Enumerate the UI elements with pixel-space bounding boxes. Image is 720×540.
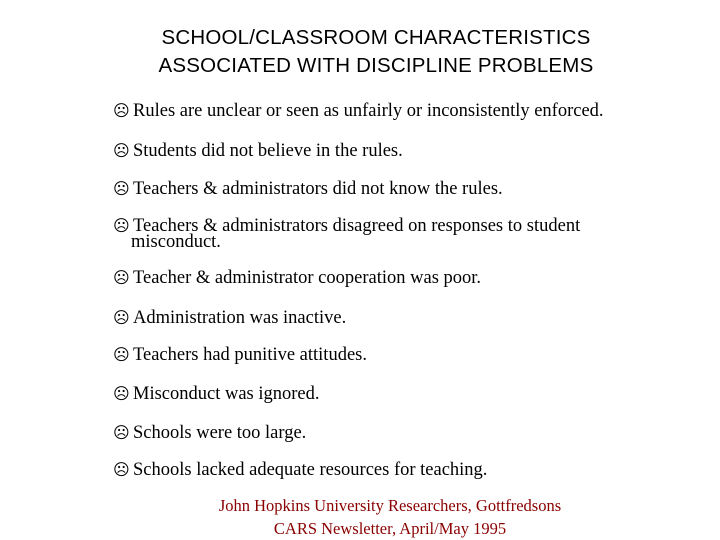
- frowning-face-icon: ☹: [113, 141, 130, 160]
- list-item-text: Misconduct was ignored.: [133, 384, 320, 404]
- frowning-face-icon: ☹: [113, 179, 130, 198]
- frowning-face-icon: ☹: [113, 460, 130, 479]
- credit-line-2: CARS Newsletter, April/May 1995: [273, 519, 507, 538]
- list-item-continuation: misconduct.: [131, 232, 221, 252]
- list-item: [113, 181, 713, 197]
- title-line-1: SCHOOL/CLASSROOM CHARACTERISTICS: [161, 26, 591, 49]
- frowning-face-icon: ☹: [113, 268, 130, 287]
- list-item-text: Teachers had punitive attitudes.: [133, 345, 367, 365]
- list-item: [113, 462, 713, 478]
- list-item-text: Teachers & administrators did not know the rules.: [133, 179, 503, 199]
- frowning-face-icon: ☹: [113, 384, 130, 403]
- frowning-face-icon: ☹: [113, 101, 130, 120]
- credit-line-1: John Hopkins University Researchers, Gottfredsons: [218, 496, 562, 515]
- list-item-text: Students did not believe in the rules.: [133, 141, 403, 161]
- list-item: [113, 425, 713, 441]
- list-item: [113, 386, 713, 402]
- list-item: [113, 218, 713, 250]
- frowning-face-icon: ☹: [113, 345, 130, 364]
- list-item: [113, 143, 713, 159]
- frowning-face-icon: ☹: [113, 216, 130, 235]
- frowning-face-icon: ☹: [113, 308, 130, 327]
- list-item-text: Administration was inactive.: [133, 308, 347, 328]
- list-item-text: Rules are unclear or seen as unfairly or inconsistently enforced.: [133, 101, 604, 121]
- title-line-2: ASSOCIATED WITH DISCIPLINE PROBLEMS: [158, 54, 594, 77]
- list-item: [113, 347, 713, 363]
- source-credit: [0, 494, 720, 540]
- frowning-face-icon: ☹: [113, 423, 130, 442]
- list-item: [113, 310, 713, 326]
- slide-title: [0, 24, 720, 80]
- list-item-text: Teachers & administrators disagreed on responses to student: [133, 216, 581, 236]
- list-item: [113, 103, 713, 119]
- list-item: [113, 270, 713, 286]
- list-item-text: Teacher & administrator cooperation was poor.: [133, 268, 482, 288]
- list-item-text: Schools lacked adequate resources for teaching.: [133, 460, 488, 480]
- list-item-text: Schools were too large.: [133, 423, 307, 443]
